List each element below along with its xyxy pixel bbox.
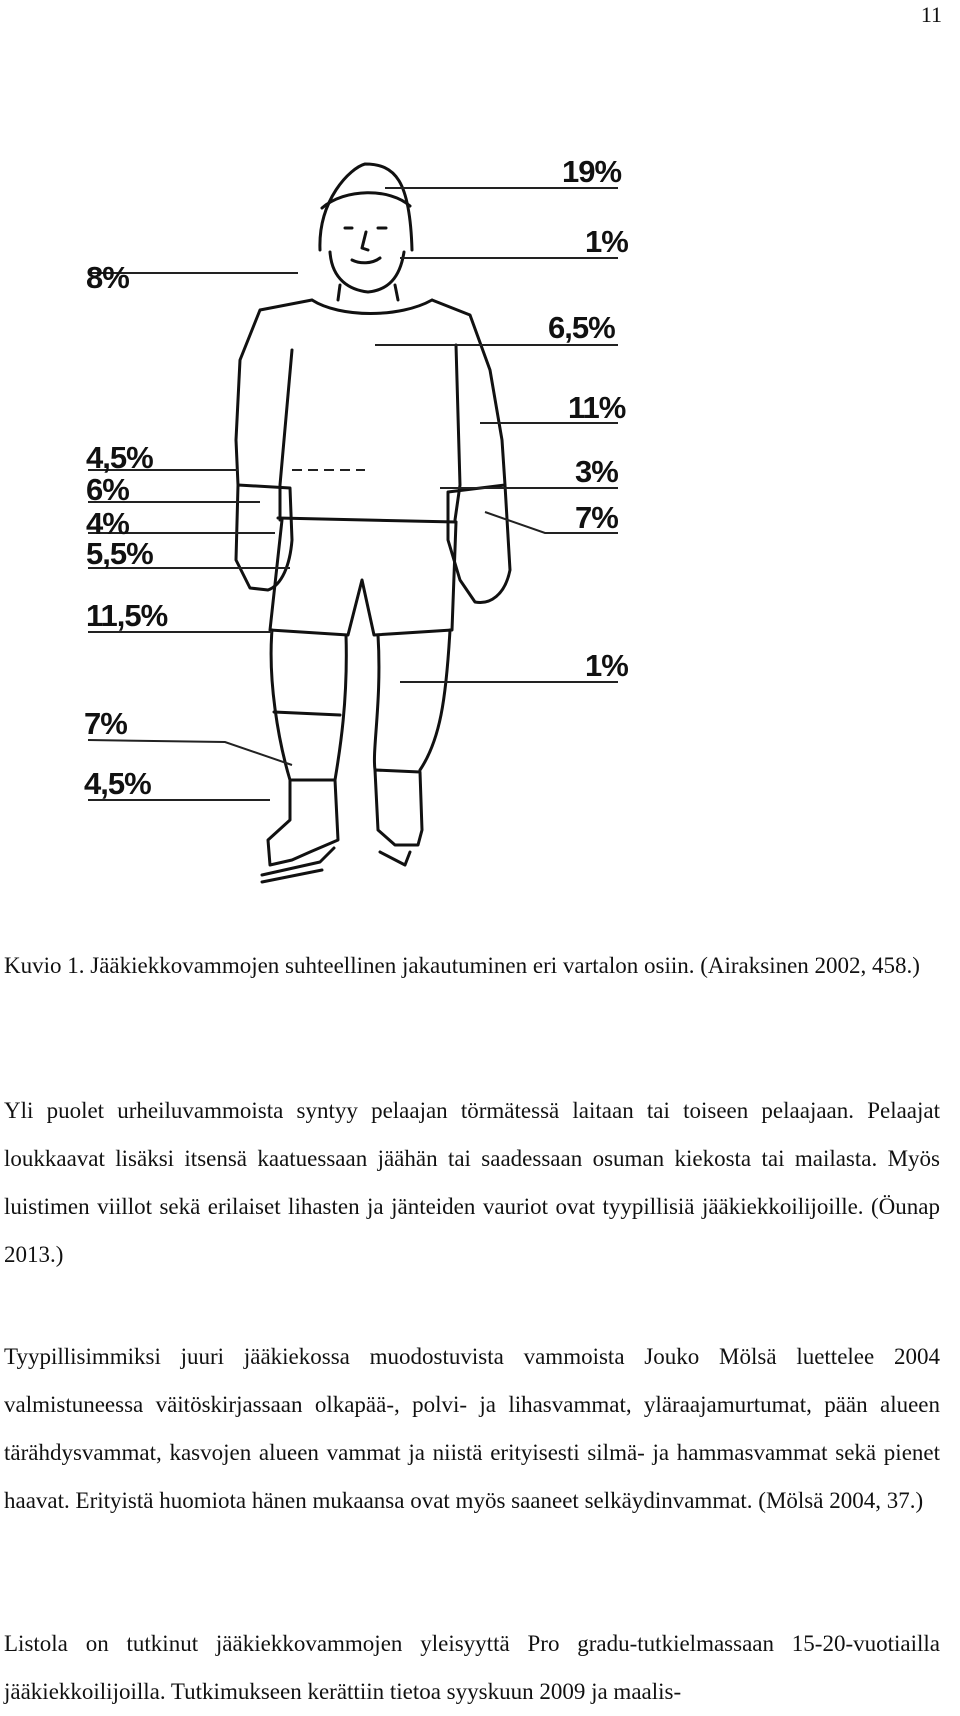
label-head: 19% xyxy=(562,154,622,189)
knee-left xyxy=(274,712,340,715)
paragraph-2: Tyypillisimmiksi juuri jääkiekossa muodostuvista vammoista Jouko Mölsä luettelee 2004 valmistuneessa väitöskirjassaan olkapää-, polvi- ja lihasvammat, yläraajamurtumat, pään alueen tärähdysvammat, kasvojen alueen vammat ja niistä erityisesti silmä- ja hammasvammat sekä pienet haavat. Erityistä huomiota hänen mukaansa ovat myös saaneet selkäydinvammat. (Mölsä 2004, 37.) xyxy=(4,1344,940,1513)
jersey-hem xyxy=(278,518,456,522)
label-hand: 7% xyxy=(575,500,618,535)
skate-right-blade xyxy=(380,852,410,865)
label-upper-arm: 6,5% xyxy=(548,310,615,345)
paragraph-1: Yli puolet urheiluvammoista syntyy pelaajan törmätessä laitaan tai toiseen pelaajaan. Pelaajat loukkaavat lisäksi itsensä kaatuessaan jäähän tai saadessaan osuman kiekosta tai mailasta. Myös luistimen viillot sekä erilaiset lihasten ja jänteiden vauriot ovat tyypillisiä jääkiekkoilijoille. (Öunap 2013.) xyxy=(4,1098,940,1267)
label-face: 1% xyxy=(585,224,628,259)
nose xyxy=(362,232,368,250)
shorts-outline xyxy=(270,520,456,635)
mouth xyxy=(352,258,380,263)
figure-caption: Kuvio 1. Jääkiekkovammojen suhteellinen jakautuminen eri vartalon osiin. (Airaksinen 2002, 458.) xyxy=(4,953,920,978)
label-shoulder: 8% xyxy=(86,260,129,295)
helmet-rim xyxy=(322,193,410,208)
page-number: 11 xyxy=(920,2,942,27)
label-hip: 5,5% xyxy=(86,536,153,571)
skate-right xyxy=(375,770,422,845)
leader-7-left xyxy=(88,740,292,765)
label-knee: 11,5% xyxy=(86,598,168,633)
paragraph-3: Listola on tutkinut jääkiekkovammojen yleisyyttä Pro gradu-tutkielmassaan 15-20-vuotiailla jääkiekkoilijoilla. Tutkimukseen kerättiin tietoa syyskuun 2009 ja maalis- xyxy=(4,1631,940,1704)
leg-left xyxy=(271,630,346,780)
label-forearm: 6% xyxy=(86,472,129,507)
label-foot: 4,5% xyxy=(84,766,151,801)
skate-left xyxy=(268,780,338,865)
label-lower-leg: 1% xyxy=(585,648,628,683)
label-wrist: 4% xyxy=(86,506,129,541)
injury-distribution-figure xyxy=(0,140,960,930)
jersey-outline xyxy=(236,300,505,485)
label-back: 3% xyxy=(575,454,618,489)
label-ankle: 7% xyxy=(84,706,127,741)
jersey-side-right xyxy=(455,345,460,520)
hockey-player-drawing xyxy=(0,140,960,930)
label-elbow: 4,5% xyxy=(86,440,153,475)
glove-left xyxy=(236,485,292,590)
leg-right xyxy=(374,630,450,770)
label-torso: 11% xyxy=(568,390,626,425)
